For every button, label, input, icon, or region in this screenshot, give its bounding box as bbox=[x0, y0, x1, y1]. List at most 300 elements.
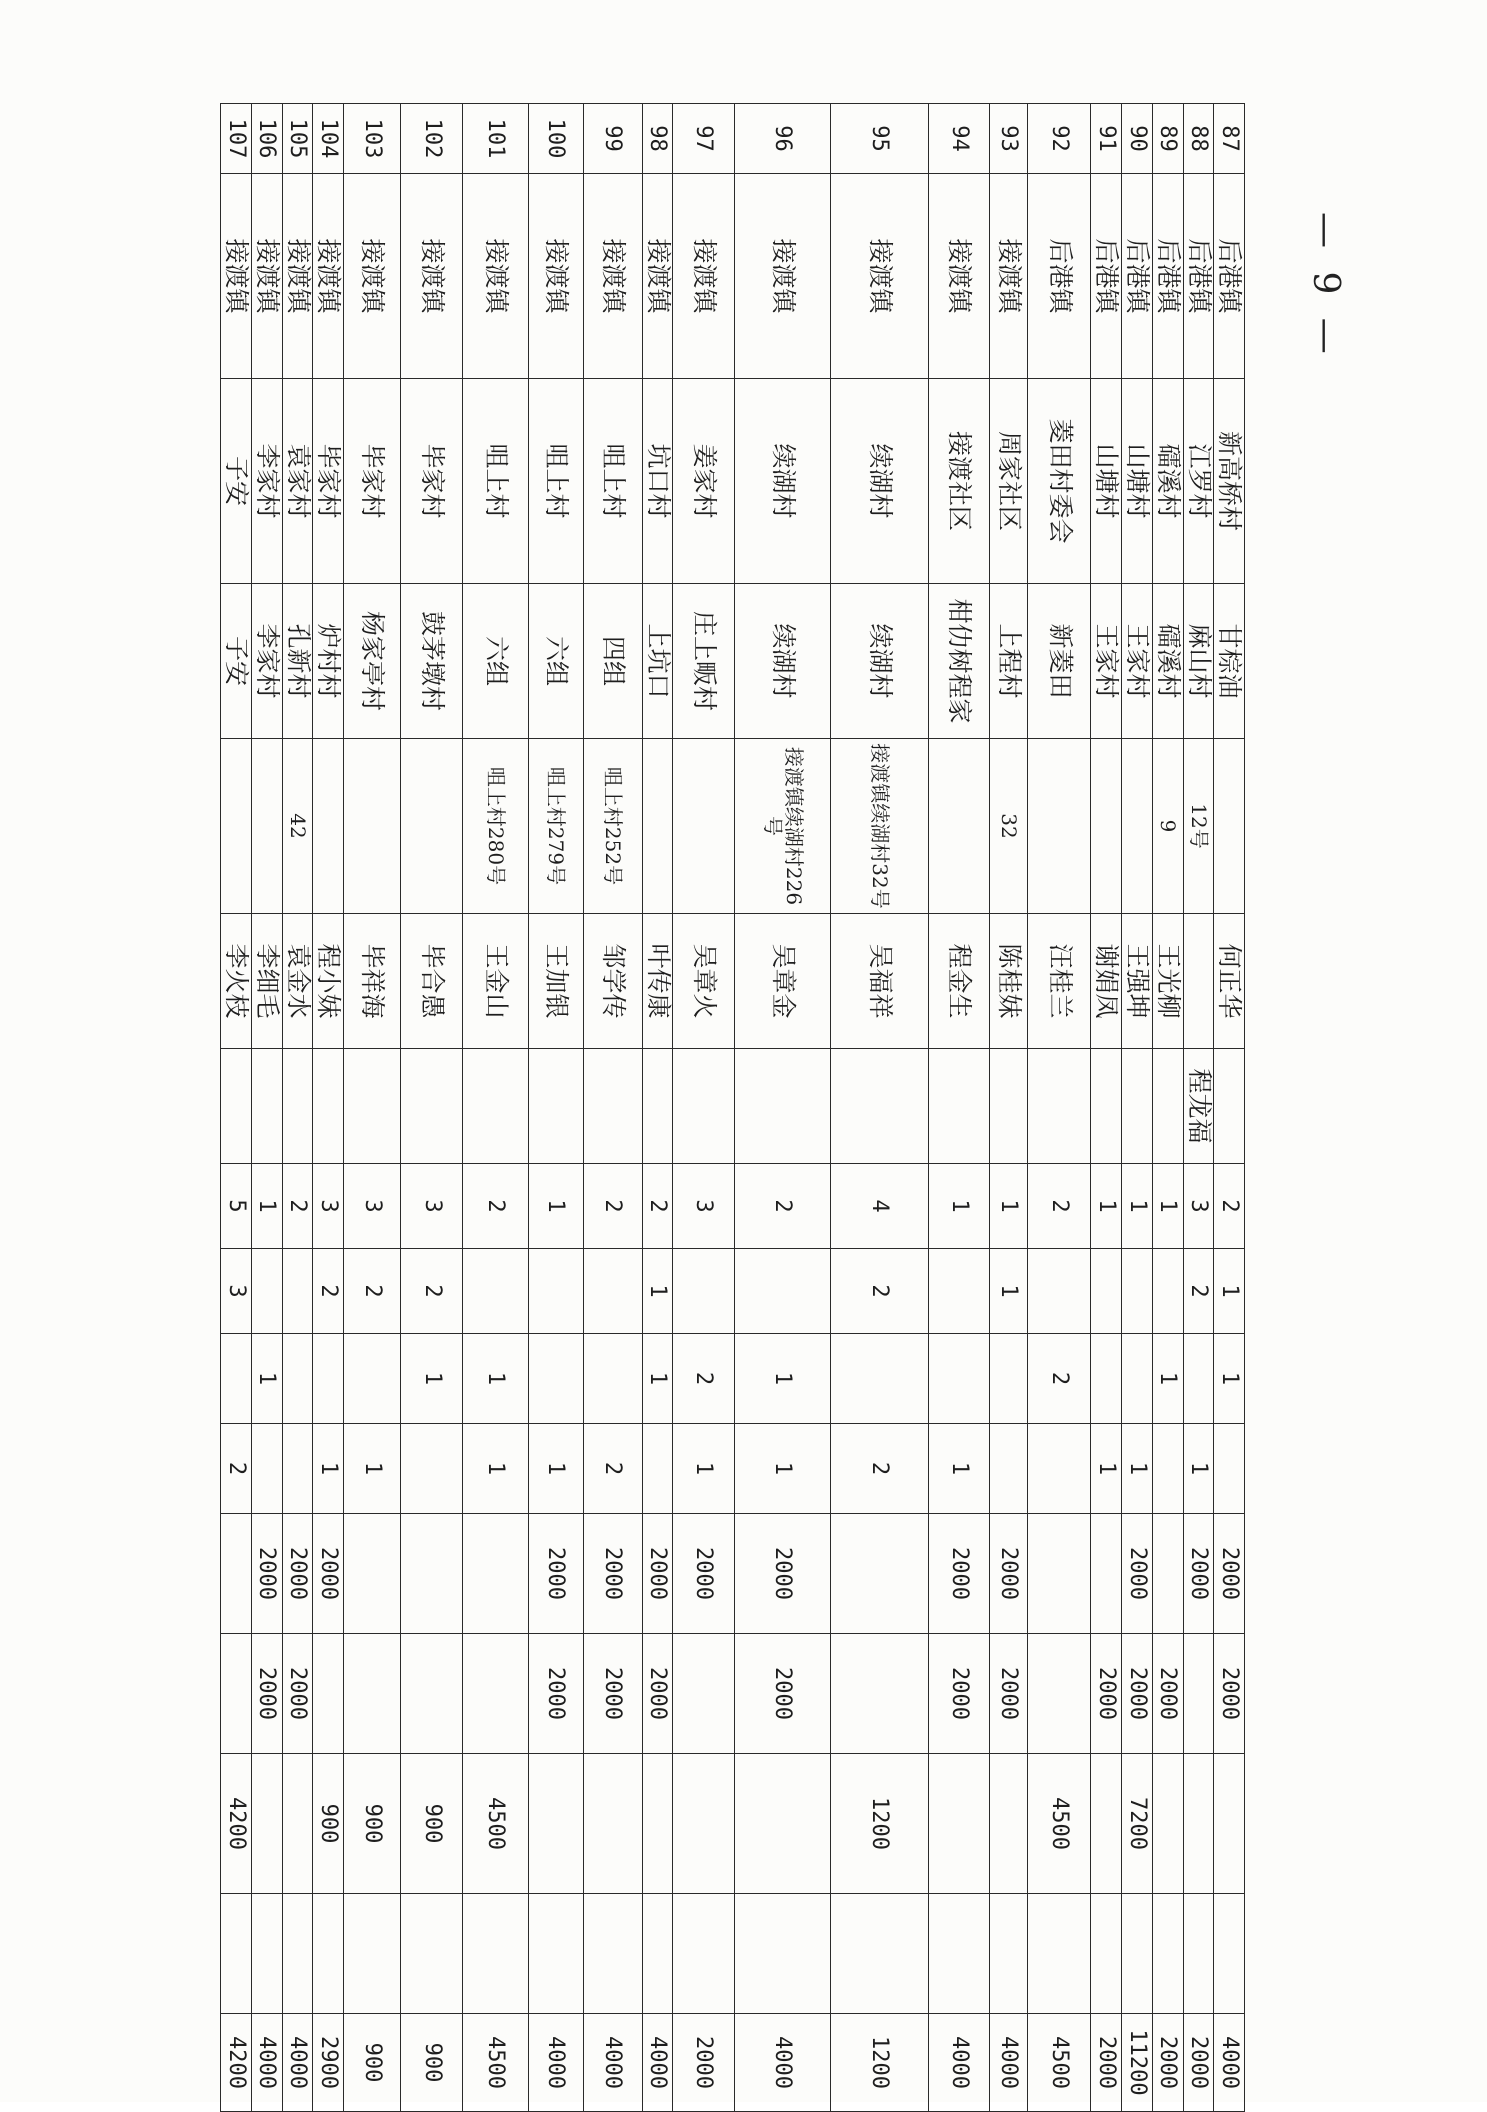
table-cell-amount-3 bbox=[673, 1754, 735, 1894]
table-cell-name: 王加银 bbox=[528, 914, 583, 1049]
table-cell-address bbox=[1091, 739, 1122, 914]
table-row bbox=[463, 104, 528, 2112]
table-cell-amount-2 bbox=[463, 1634, 528, 1754]
table-cell-count-2 bbox=[463, 1249, 528, 1334]
table-cell-amount-2: 2000 bbox=[1091, 1634, 1122, 1754]
table-cell-count-3 bbox=[344, 1334, 401, 1424]
table-cell-count-4 bbox=[401, 1424, 463, 1514]
table-cell-amount-3 bbox=[1214, 1754, 1245, 1894]
table-cell-name-extra bbox=[1214, 1049, 1245, 1164]
table-cell-number: 94 bbox=[929, 104, 990, 174]
table-cell-count-1: 2 bbox=[463, 1164, 528, 1249]
table-cell-total: 4000 bbox=[735, 2014, 831, 2112]
table-cell-number: 93 bbox=[990, 104, 1028, 174]
table-cell-town: 后港镇 bbox=[1091, 174, 1122, 379]
table-cell-amount-1 bbox=[401, 1514, 463, 1634]
table-cell-address bbox=[221, 739, 252, 914]
table-cell-number: 91 bbox=[1091, 104, 1122, 174]
table-cell-count-2 bbox=[1122, 1249, 1153, 1334]
table-cell-name-extra bbox=[735, 1049, 831, 1164]
table-cell-count-1: 2 bbox=[282, 1164, 313, 1249]
table-cell-count-2: 2 bbox=[344, 1249, 401, 1334]
table-cell-count-1: 1 bbox=[1122, 1164, 1153, 1249]
table-cell-count-2: 2 bbox=[831, 1249, 929, 1334]
table-cell-count-3: 1 bbox=[642, 1334, 673, 1424]
table-cell-count-3 bbox=[528, 1334, 583, 1424]
table-cell-amount-3: 900 bbox=[401, 1754, 463, 1894]
table-cell-total: 2000 bbox=[1091, 2014, 1122, 2112]
table-cell-count-4: 1 bbox=[344, 1424, 401, 1514]
table-cell-amount-4 bbox=[1122, 1894, 1153, 2014]
table-cell-amount-3 bbox=[1183, 1754, 1214, 1894]
table-cell-amount-3: 4200 bbox=[221, 1754, 252, 1894]
table-cell-group: 四组 bbox=[584, 584, 643, 739]
table-cell-address: 咀上村252号 bbox=[584, 739, 643, 914]
table-cell-count-1: 1 bbox=[528, 1164, 583, 1249]
table-cell-amount-2 bbox=[1028, 1634, 1091, 1754]
table-cell-address bbox=[929, 739, 990, 914]
table-cell-name-extra bbox=[1028, 1049, 1091, 1164]
table-cell-total: 4000 bbox=[282, 2014, 313, 2112]
table-cell-amount-4 bbox=[1028, 1894, 1091, 2014]
table-cell-village: 礌溪村 bbox=[1152, 379, 1183, 584]
table-cell-count-3: 1 bbox=[1214, 1334, 1245, 1424]
table-cell-town: 后港镇 bbox=[1214, 174, 1245, 379]
table-cell-total: 900 bbox=[344, 2014, 401, 2112]
table-cell-amount-1: 2000 bbox=[584, 1514, 643, 1634]
table-cell-amount-3 bbox=[282, 1754, 313, 1894]
table-cell-count-1: 3 bbox=[1183, 1164, 1214, 1249]
table-cell-total: 2900 bbox=[313, 2014, 344, 2112]
table-cell-amount-1: 2000 bbox=[282, 1514, 313, 1634]
table-cell-address bbox=[344, 739, 401, 914]
table-cell-group: 鼓茅墩村 bbox=[401, 584, 463, 739]
table-row bbox=[673, 104, 735, 2112]
table-cell-total: 2000 bbox=[1152, 2014, 1183, 2112]
table-cell-amount-3 bbox=[1152, 1754, 1183, 1894]
table-cell-count-3 bbox=[990, 1334, 1028, 1424]
table-cell-amount-1: 2000 bbox=[1183, 1514, 1214, 1634]
table-cell-count-1: 3 bbox=[344, 1164, 401, 1249]
table-cell-group: 上坑口 bbox=[642, 584, 673, 739]
table-cell-number: 88 bbox=[1183, 104, 1214, 174]
table-cell-amount-1 bbox=[1152, 1514, 1183, 1634]
table-cell-count-1: 2 bbox=[1214, 1164, 1245, 1249]
table-cell-village: 袁家村 bbox=[282, 379, 313, 584]
table-cell-total: 4000 bbox=[1214, 2014, 1245, 2112]
table-cell-count-4 bbox=[1214, 1424, 1245, 1514]
table-cell-name: 王金山 bbox=[463, 914, 528, 1049]
table-cell-name-extra bbox=[1122, 1049, 1153, 1164]
table-cell-name-extra bbox=[401, 1049, 463, 1164]
table-cell-total: 4000 bbox=[990, 2014, 1028, 2112]
table-row bbox=[990, 104, 1028, 2112]
table-cell-town: 后港镇 bbox=[1122, 174, 1153, 379]
table-cell-group: 王家村 bbox=[1122, 584, 1153, 739]
table-cell-total: 2000 bbox=[1183, 2014, 1214, 2112]
table-cell-amount-1: 2000 bbox=[528, 1514, 583, 1634]
table-cell-count-4: 1 bbox=[528, 1424, 583, 1514]
table-cell-amount-4 bbox=[673, 1894, 735, 2014]
table-cell-group: 杨家亭村 bbox=[344, 584, 401, 739]
table-cell-name: 吴福祥 bbox=[831, 914, 929, 1049]
table-cell-amount-2: 2000 bbox=[251, 1634, 282, 1754]
table-cell-name-extra bbox=[584, 1049, 643, 1164]
table-cell-amount-4 bbox=[831, 1894, 929, 2014]
table-cell-amount-1: 2000 bbox=[313, 1514, 344, 1634]
table-cell-count-4 bbox=[990, 1424, 1028, 1514]
table-cell-address: 9 bbox=[1152, 739, 1183, 914]
table-cell-amount-1 bbox=[344, 1514, 401, 1634]
table-body bbox=[221, 104, 1245, 2112]
table-cell-amount-1: 2000 bbox=[735, 1514, 831, 1634]
table-cell-group: 续湖村 bbox=[735, 584, 831, 739]
table-cell-count-4: 1 bbox=[673, 1424, 735, 1514]
table-cell-amount-4 bbox=[251, 1894, 282, 2014]
table-row bbox=[642, 104, 673, 2112]
table-cell-name-extra bbox=[344, 1049, 401, 1164]
table-cell-name-extra bbox=[990, 1049, 1028, 1164]
table-cell-amount-3 bbox=[990, 1754, 1028, 1894]
table-cell-amount-1 bbox=[221, 1514, 252, 1634]
table-cell-name: 李火枝 bbox=[221, 914, 252, 1049]
table-cell-total: 4000 bbox=[584, 2014, 643, 2112]
table-cell-number: 95 bbox=[831, 104, 929, 174]
table-cell-name-extra bbox=[1091, 1049, 1122, 1164]
table-cell-amount-3 bbox=[929, 1754, 990, 1894]
table-cell-count-4: 2 bbox=[584, 1424, 643, 1514]
table-cell-name-extra bbox=[1152, 1049, 1183, 1164]
table-cell-address: 咀上村280号 bbox=[463, 739, 528, 914]
table-cell-name-extra bbox=[831, 1049, 929, 1164]
table-cell-count-2: 1 bbox=[990, 1249, 1028, 1334]
table-cell-town: 接渡镇 bbox=[313, 174, 344, 379]
table-cell-amount-3 bbox=[251, 1754, 282, 1894]
table-cell-group: 甘棕油 bbox=[1214, 584, 1245, 739]
table-cell-amount-4 bbox=[221, 1894, 252, 2014]
table-row bbox=[584, 104, 643, 2112]
table-cell-village: 周家社区 bbox=[990, 379, 1028, 584]
table-cell-count-2: 2 bbox=[401, 1249, 463, 1334]
table-cell-town: 接渡镇 bbox=[673, 174, 735, 379]
table-cell-count-2: 2 bbox=[1183, 1249, 1214, 1334]
table-cell-count-1: 2 bbox=[1028, 1164, 1091, 1249]
table-cell-count-3: 2 bbox=[673, 1334, 735, 1424]
table-cell-village: 毕家村 bbox=[344, 379, 401, 584]
table-cell-count-2 bbox=[282, 1249, 313, 1334]
table-cell-amount-1: 2000 bbox=[673, 1514, 735, 1634]
table-cell-amount-3: 4500 bbox=[463, 1754, 528, 1894]
table-cell-town: 接渡镇 bbox=[282, 174, 313, 379]
table-cell-amount-4 bbox=[1214, 1894, 1245, 2014]
table-cell-amount-2: 2000 bbox=[1214, 1634, 1245, 1754]
table-cell-group: 麻山村 bbox=[1183, 584, 1214, 739]
table-cell-name: 程金生 bbox=[929, 914, 990, 1049]
table-cell-amount-3 bbox=[528, 1754, 583, 1894]
table-cell-number: 90 bbox=[1122, 104, 1153, 174]
table-cell-amount-4 bbox=[1152, 1894, 1183, 2014]
table-cell-amount-4 bbox=[344, 1894, 401, 2014]
table-cell-count-3: 1 bbox=[401, 1334, 463, 1424]
table-row bbox=[313, 104, 344, 2112]
table-cell-address: 42 bbox=[282, 739, 313, 914]
table-cell-count-3: 1 bbox=[1152, 1334, 1183, 1424]
table-cell-village: 山塘村 bbox=[1091, 379, 1122, 584]
table-cell-group: 柑仂树程家 bbox=[929, 584, 990, 739]
table-cell-count-3 bbox=[313, 1334, 344, 1424]
table-cell-count-1: 3 bbox=[673, 1164, 735, 1249]
table-cell-group: 子安 bbox=[221, 584, 252, 739]
table-cell-amount-3 bbox=[735, 1754, 831, 1894]
table-cell-amount-4 bbox=[401, 1894, 463, 2014]
table-cell-address bbox=[1214, 739, 1245, 914]
table-cell-name-extra bbox=[673, 1049, 735, 1164]
table-cell-total: 900 bbox=[401, 2014, 463, 2112]
table-cell-address: 接渡镇续湖村226号 bbox=[735, 739, 831, 914]
table-cell-amount-1: 2000 bbox=[1122, 1514, 1153, 1634]
table-cell-village: 菱田村委会 bbox=[1028, 379, 1091, 584]
table-cell-village: 坑口村 bbox=[642, 379, 673, 584]
table-cell-village: 江罗村 bbox=[1183, 379, 1214, 584]
table-cell-amount-4 bbox=[929, 1894, 990, 2014]
table-cell-address bbox=[1122, 739, 1153, 914]
table-cell-village: 山塘村 bbox=[1122, 379, 1153, 584]
table-cell-name: 李细毛 bbox=[251, 914, 282, 1049]
table-cell-town: 接渡镇 bbox=[401, 174, 463, 379]
table-cell-amount-4 bbox=[735, 1894, 831, 2014]
table-cell-amount-4 bbox=[990, 1894, 1028, 2014]
table-cell-amount-4 bbox=[313, 1894, 344, 2014]
table-cell-group: 六组 bbox=[528, 584, 583, 739]
table-cell-amount-2: 2000 bbox=[282, 1634, 313, 1754]
table-cell-number: 107 bbox=[221, 104, 252, 174]
table-cell-count-1: 1 bbox=[1091, 1164, 1122, 1249]
table-cell-count-3 bbox=[221, 1334, 252, 1424]
table-cell-number: 87 bbox=[1214, 104, 1245, 174]
table-cell-address bbox=[401, 739, 463, 914]
table-row bbox=[528, 104, 583, 2112]
table-row bbox=[831, 104, 929, 2112]
table-cell-address bbox=[251, 739, 282, 914]
table-cell-name: 邹学传 bbox=[584, 914, 643, 1049]
table-cell-count-1: 1 bbox=[990, 1164, 1028, 1249]
table-cell-name: 毕合愚 bbox=[401, 914, 463, 1049]
table-cell-group: 六组 bbox=[463, 584, 528, 739]
table-cell-count-3 bbox=[1122, 1334, 1153, 1424]
table-cell-name-extra bbox=[221, 1049, 252, 1164]
table-cell-amount-2 bbox=[401, 1634, 463, 1754]
table-cell-amount-4 bbox=[1183, 1894, 1214, 2014]
table-cell-address bbox=[313, 739, 344, 914]
table-row bbox=[1028, 104, 1091, 2112]
table-cell-amount-2 bbox=[313, 1634, 344, 1754]
table-cell-count-4 bbox=[642, 1424, 673, 1514]
table-cell-count-2: 3 bbox=[221, 1249, 252, 1334]
table-cell-name: 袁金水 bbox=[282, 914, 313, 1049]
table-row bbox=[929, 104, 990, 2112]
table-cell-amount-3 bbox=[642, 1754, 673, 1894]
table-cell-group: 礌溪村 bbox=[1152, 584, 1183, 739]
table-cell-town: 接渡镇 bbox=[344, 174, 401, 379]
table-cell-name-extra bbox=[642, 1049, 673, 1164]
table-cell-amount-2: 2000 bbox=[735, 1634, 831, 1754]
table-cell-town: 后港镇 bbox=[1152, 174, 1183, 379]
table-cell-count-4: 2 bbox=[831, 1424, 929, 1514]
table-cell-amount-3: 4500 bbox=[1028, 1754, 1091, 1894]
table-cell-town: 接渡镇 bbox=[221, 174, 252, 379]
table-cell-count-1: 1 bbox=[1152, 1164, 1183, 1249]
table-cell-amount-3: 1200 bbox=[831, 1754, 929, 1894]
table-row bbox=[1091, 104, 1122, 2112]
table-cell-town: 接渡镇 bbox=[735, 174, 831, 379]
table-cell-village: 续湖村 bbox=[831, 379, 929, 584]
table-cell-count-2 bbox=[584, 1249, 643, 1334]
table-cell-amount-1 bbox=[831, 1514, 929, 1634]
table-cell-count-2: 2 bbox=[313, 1249, 344, 1334]
table-row bbox=[1122, 104, 1153, 2112]
table-cell-amount-2 bbox=[831, 1634, 929, 1754]
table-cell-count-3 bbox=[282, 1334, 313, 1424]
table-cell-town: 接渡镇 bbox=[463, 174, 528, 379]
table-row bbox=[401, 104, 463, 2112]
table-cell-number: 92 bbox=[1028, 104, 1091, 174]
table-cell-count-3 bbox=[584, 1334, 643, 1424]
table-cell-count-2 bbox=[673, 1249, 735, 1334]
table-cell-address bbox=[642, 739, 673, 914]
table-cell-village: 姜家村 bbox=[673, 379, 735, 584]
table-cell-count-4: 1 bbox=[735, 1424, 831, 1514]
table-cell-count-1: 3 bbox=[401, 1164, 463, 1249]
table-cell-amount-2: 2000 bbox=[642, 1634, 673, 1754]
table-cell-amount-4 bbox=[528, 1894, 583, 2014]
table-cell-village: 咀上村 bbox=[528, 379, 583, 584]
table-cell-village: 咀上村 bbox=[463, 379, 528, 584]
table-cell-count-2: 1 bbox=[1214, 1249, 1245, 1334]
table-cell-town: 后港镇 bbox=[1183, 174, 1214, 379]
table-cell-name: 汪桂兰 bbox=[1028, 914, 1091, 1049]
table-cell-address bbox=[1028, 739, 1091, 914]
table-cell-count-1: 2 bbox=[584, 1164, 643, 1249]
table-cell-group: 上程村 bbox=[990, 584, 1028, 739]
table-cell-village: 咀上村 bbox=[584, 379, 643, 584]
table-cell-group: 续湖村 bbox=[831, 584, 929, 739]
table-cell-count-4: 1 bbox=[313, 1424, 344, 1514]
table-row bbox=[221, 104, 252, 2112]
table-cell-total: 1200 bbox=[831, 2014, 929, 2112]
table-cell-name bbox=[1183, 914, 1214, 1049]
table-cell-number: 102 bbox=[401, 104, 463, 174]
table-cell-village: 子安 bbox=[221, 379, 252, 584]
table-cell-amount-1 bbox=[1091, 1514, 1122, 1634]
table-container bbox=[220, 103, 1245, 2096]
table-cell-town: 接渡镇 bbox=[528, 174, 583, 379]
table-cell-count-2 bbox=[929, 1249, 990, 1334]
table-cell-name: 陈桂妹 bbox=[990, 914, 1028, 1049]
table-cell-amount-2: 2000 bbox=[1152, 1634, 1183, 1754]
table-cell-amount-2: 2000 bbox=[990, 1634, 1028, 1754]
table-cell-name-extra bbox=[251, 1049, 282, 1164]
table-cell-address: 接渡镇续湖村32号 bbox=[831, 739, 929, 914]
table-cell-group: 庄上畈村 bbox=[673, 584, 735, 739]
table-cell-amount-2: 2000 bbox=[584, 1634, 643, 1754]
table-cell-village: 续湖村 bbox=[735, 379, 831, 584]
table-cell-number: 100 bbox=[528, 104, 583, 174]
table-cell-count-2 bbox=[1091, 1249, 1122, 1334]
table-cell-group: 炉村村 bbox=[313, 584, 344, 739]
table-cell-number: 106 bbox=[251, 104, 282, 174]
table-cell-amount-4 bbox=[282, 1894, 313, 2014]
table-cell-amount-4 bbox=[1091, 1894, 1122, 2014]
table-cell-amount-1: 2000 bbox=[929, 1514, 990, 1634]
table-cell-total: 4200 bbox=[221, 2014, 252, 2112]
table-cell-name-extra bbox=[463, 1049, 528, 1164]
table-cell-count-3 bbox=[1183, 1334, 1214, 1424]
table-cell-count-2 bbox=[251, 1249, 282, 1334]
table-cell-number: 103 bbox=[344, 104, 401, 174]
table-cell-town: 接渡镇 bbox=[584, 174, 643, 379]
table-cell-total: 4500 bbox=[463, 2014, 528, 2112]
table-cell-total: 11200 bbox=[1122, 2014, 1153, 2112]
table-cell-amount-2 bbox=[673, 1634, 735, 1754]
table-cell-name-extra bbox=[282, 1049, 313, 1164]
table-cell-count-1: 3 bbox=[313, 1164, 344, 1249]
table-cell-town: 后港镇 bbox=[1028, 174, 1091, 379]
table-cell-count-1: 2 bbox=[642, 1164, 673, 1249]
table-cell-count-1: 2 bbox=[735, 1164, 831, 1249]
table-row bbox=[1214, 104, 1245, 2112]
table-cell-amount-4 bbox=[642, 1894, 673, 2014]
table-cell-amount-3 bbox=[584, 1754, 643, 1894]
table-cell-amount-4 bbox=[584, 1894, 643, 2014]
table-cell-amount-3 bbox=[1091, 1754, 1122, 1894]
table-cell-name-extra bbox=[528, 1049, 583, 1164]
table-row bbox=[251, 104, 282, 2112]
table-cell-name-extra: 程龙福 bbox=[1183, 1049, 1214, 1164]
table-cell-town: 接渡镇 bbox=[251, 174, 282, 379]
table-cell-count-3: 1 bbox=[735, 1334, 831, 1424]
table-cell-village: 新高桥村 bbox=[1214, 379, 1245, 584]
table-cell-count-4 bbox=[1152, 1424, 1183, 1514]
table-cell-name-extra bbox=[313, 1049, 344, 1164]
table-cell-count-4: 1 bbox=[1122, 1424, 1153, 1514]
table-row bbox=[1183, 104, 1214, 2112]
table-cell-total: 4500 bbox=[1028, 2014, 1091, 2112]
table-row bbox=[1152, 104, 1183, 2112]
table-cell-count-4: 1 bbox=[463, 1424, 528, 1514]
table-cell-number: 99 bbox=[584, 104, 643, 174]
table-cell-amount-2 bbox=[1183, 1634, 1214, 1754]
table-cell-count-4: 1 bbox=[1183, 1424, 1214, 1514]
table-cell-group: 李家村 bbox=[251, 584, 282, 739]
table-cell-name: 吴章火 bbox=[673, 914, 735, 1049]
table-cell-count-4: 1 bbox=[1091, 1424, 1122, 1514]
table-cell-count-2 bbox=[1028, 1249, 1091, 1334]
table-cell-count-4: 1 bbox=[929, 1424, 990, 1514]
page-number: — 9 — bbox=[1305, 212, 1346, 360]
table-cell-name: 程小妹 bbox=[313, 914, 344, 1049]
table-cell-count-4: 2 bbox=[221, 1424, 252, 1514]
table-cell-name: 何正华 bbox=[1214, 914, 1245, 1049]
table-cell-amount-1: 2000 bbox=[1214, 1514, 1245, 1634]
table-row bbox=[735, 104, 831, 2112]
table-cell-total: 4000 bbox=[251, 2014, 282, 2112]
table-cell-address: 咀上村279号 bbox=[528, 739, 583, 914]
table-cell-number: 105 bbox=[282, 104, 313, 174]
subsidy-table bbox=[220, 103, 1245, 2112]
table-cell-amount-2: 2000 bbox=[528, 1634, 583, 1754]
table-cell-number: 97 bbox=[673, 104, 735, 174]
table-cell-count-3: 1 bbox=[463, 1334, 528, 1424]
